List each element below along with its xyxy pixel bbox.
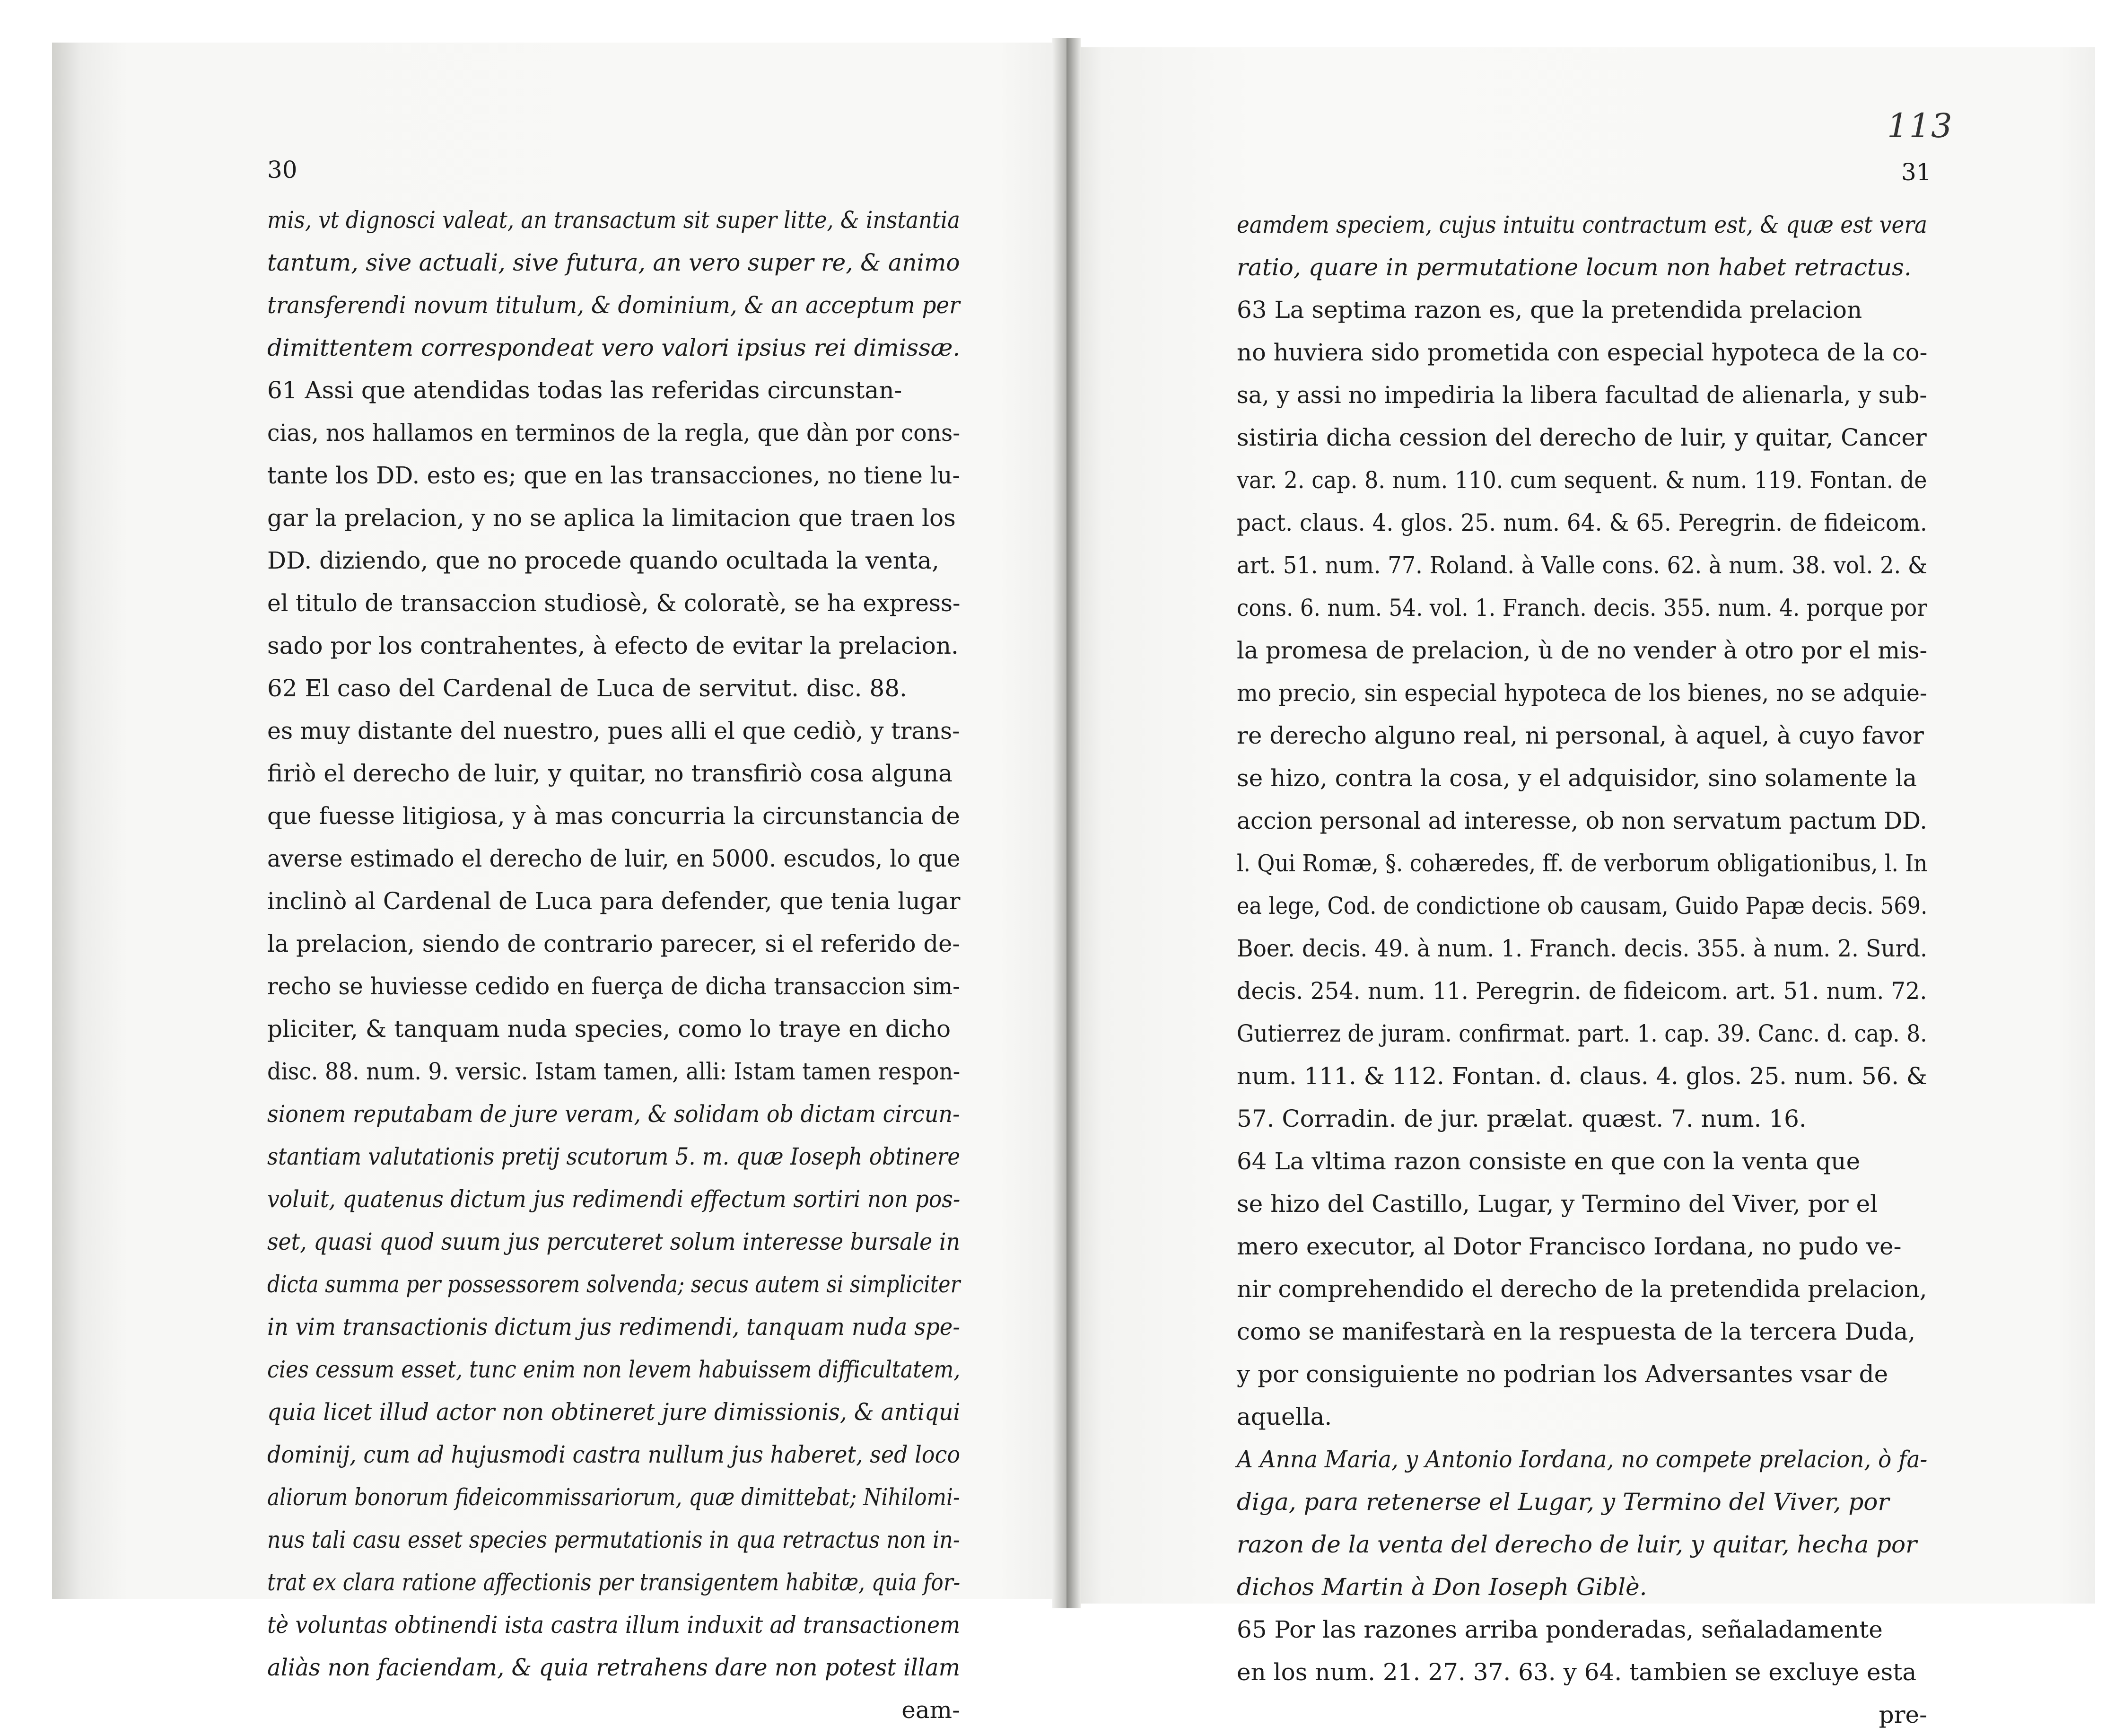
right-page-line: nir comprehendido el derecho de la pretendida prelacion,	[1237, 1275, 1927, 1303]
right-page-line: A Anna Maria, y Antonio Iordana, no compete prelacion, ò fa-	[1237, 1446, 1928, 1473]
left-page-line: gar la prelacion, y no se aplica la limitacion que traen los	[267, 504, 956, 532]
right-page-line: num. 111. & 112. Fontan. d. claus. 4. glos. 25. num. 56. &	[1237, 1062, 1927, 1090]
left-page-line: dominij, cum ad hujusmodi castra nullum jus haberet, sed loco	[267, 1441, 961, 1468]
book-gutter	[1052, 38, 1081, 1608]
left-page-line: tantum, sive actuali, sive futura, an vero super re, & animo	[267, 249, 960, 276]
left-page-line: recho se huviesse cedido en fuerça de dicha transaccion sim-	[267, 973, 961, 1000]
left-page-line: cies cessum esset, tunc enim non levem habuissem difficultatem,	[267, 1356, 961, 1383]
right-page-line: ratio, quare in permutatione locum non habet retractus.	[1237, 254, 1912, 281]
left-page-line: que fuesse litigiosa, y à mas concurria la circunstancia de	[267, 802, 960, 830]
right-page-line: re derecho alguno real, ni personal, à aquel, à cuyo favor	[1237, 722, 1924, 749]
left-page-line: dicta summa per possessorem solvenda; secus autem si simpliciter	[267, 1271, 961, 1298]
left-page-line: quia licet illud actor non obtineret jure dimissionis, & antiqui	[267, 1398, 961, 1426]
left-page-line: dimittentem correspondeat vero valori ipsius rei dimissæ.	[267, 334, 961, 361]
right-page-line: var. 2. cap. 8. num. 110. cum sequent. & num. 119. Fontan. de	[1237, 466, 1927, 494]
right-page-line: eamdem speciem, cujus intuitu contractum est, & quæ est vera	[1237, 211, 1928, 238]
right-page-line: decis. 254. num. 11. Peregrin. de fideicom. art. 51. num. 72.	[1237, 977, 1927, 1005]
right-page-text	[1237, 203, 1927, 1736]
right-page-line: 63 La septima razon es, que la pretendida prelacion	[1237, 296, 1862, 324]
left-page-line: aliorum bonorum fideicommissariorum, quæ dimittebat; Nihilomi-	[267, 1483, 960, 1511]
left-page-line: inclinò al Cardenal de Luca para defender, que tenia lugar	[267, 887, 961, 915]
right-page-line: dichos Martin à Don Ioseph Giblè.	[1237, 1573, 1647, 1601]
left-page-number: 30	[267, 156, 297, 184]
right-page-line: 65 Por las razones arriba ponderadas, señaladamente	[1237, 1616, 1883, 1643]
left-page-line: sionem reputabam de jure veram, & solidam ob dictam circun-	[267, 1100, 960, 1128]
left-page-text	[267, 199, 960, 1731]
right-page-line: no huviera sido prometida con especial hypoteca de la co-	[1237, 339, 1928, 366]
left-page-line: transferendi novum titulum, & dominium, & an acceptum per	[267, 291, 960, 319]
left-page-line: averse estimado el derecho de luir, en 5000. escudos, lo que	[267, 845, 961, 872]
right-page-line: mero executor, al Dotor Francisco Iordana, no pudo ve-	[1237, 1233, 1902, 1260]
handwritten-folio-number: 113	[1887, 106, 1953, 145]
right-page-line: cons. 6. num. 54. vol. 1. Franch. decis. 355. num. 4. porque por	[1237, 594, 1927, 622]
right-page-line: la promesa de prelacion, ù de no vender à otro por el mis-	[1237, 637, 1928, 664]
left-page-line: mis, vt dignosci valeat, an transactum sit super litte, & instantia	[267, 206, 960, 234]
left-page-line: trat ex clara ratione affectionis per transigentem habitæ, quia for-	[267, 1569, 961, 1596]
right-page-line: accion personal ad interesse, ob non servatum pactum DD.	[1237, 807, 1927, 834]
left-page-line: nus tali casu esset species permutationis in qua retractus non in-	[267, 1526, 960, 1553]
left-page-line: disc. 88. num. 9. versic. Istam tamen, alli: Istam tamen respon-	[267, 1058, 961, 1085]
right-page-line: como se manifestarà en la respuesta de la tercera Duda,	[1237, 1318, 1916, 1345]
right-page-line: 64 La vltima razon consiste en que con la venta que	[1237, 1148, 1861, 1175]
left-page-line: la prelacion, siendo de contrario parecer, si el referido de-	[267, 930, 961, 957]
right-page-catchword: pre-	[1879, 1701, 1927, 1728]
right-page-line: Gutierrez de juram. confirmat. part. 1. cap. 39. Canc. d. cap. 8.	[1237, 1020, 1927, 1047]
left-page-line: 61 Assi que atendidas todas las referidas circunstan-	[267, 377, 902, 404]
left-page-line: tante los DD. esto es; que en las transacciones, no tiene lu-	[267, 462, 961, 489]
right-page-line: sistiria dicha cession del derecho de luir, y quitar, Cancer	[1237, 424, 1927, 451]
right-page-number: 31	[1901, 158, 1931, 186]
right-page-line: art. 51. num. 77. Roland. à Valle cons. 62. à num. 38. vol. 2. &	[1237, 552, 1928, 579]
right-page-line: razon de la venta del derecho de luir, y quitar, hecha por	[1237, 1531, 1917, 1558]
right-page-line: pact. claus. 4. glos. 25. num. 64. & 65. Peregrin. de fideicom.	[1237, 509, 1927, 536]
left-page-line: 62 El caso del Cardenal de Luca de servitut. disc. 88.	[267, 675, 907, 702]
right-page-line: diga, para retenerse el Lugar, y Termino del Viver, por	[1237, 1488, 1889, 1516]
left-page-line: aliàs non faciendam, & quia retrahens dare non potest illam	[267, 1654, 961, 1681]
left-page-line: el titulo de transaccion studiosè, & coloratè, se ha express-	[267, 589, 961, 617]
right-page-line: l. Qui Romæ, §. cohæredes, ff. de verborum obligationibus, l. In	[1237, 850, 1928, 877]
right-page-line: aquella.	[1237, 1403, 1332, 1430]
right-page-line: 57. Corradin. de jur. prælat. quæst. 7. num. 16.	[1237, 1105, 1807, 1132]
left-page-line: firiò el derecho de luir, y quitar, no transfiriò cosa alguna	[267, 760, 953, 787]
left-page-line: cias, nos hallamos en terminos de la regla, que dàn por cons-	[267, 419, 961, 447]
right-page-line: mo precio, sin especial hypoteca de los bienes, no se adquie-	[1237, 679, 1927, 707]
left-page-catchword: eam-	[901, 1696, 960, 1724]
right-page-line: sa, y assi no impediria la libera facultad de alienarla, y sub-	[1237, 381, 1927, 409]
right-page-line: se hizo, contra la cosa, y el adquisidor, sino solamente la	[1237, 764, 1917, 792]
right-page-line: Boer. decis. 49. à num. 1. Franch. decis. 355. à num. 2. Surd.	[1237, 935, 1928, 962]
left-page-line: in vim transactionis dictum jus redimendi, tanquam nuda spe-	[267, 1313, 961, 1341]
right-page-line: ea lege, Cod. de condictione ob causam, Guido Papæ decis. 569.	[1237, 892, 1928, 920]
right-page-line: en los num. 21. 27. 37. 63. y 64. tambien se excluye esta	[1237, 1658, 1917, 1686]
left-page-line: voluit, quatenus dictum jus redimendi effectum sortiri non pos-	[267, 1185, 961, 1213]
left-page-line: stantiam valutationis pretij scutorum 5. m. quæ Ioseph obtinere	[267, 1143, 961, 1170]
right-page-line: y por consiguiente no podrian los Adversantes vsar de	[1237, 1360, 1888, 1388]
left-page-line: tè voluntas obtinendi ista castra illum induxit ad transactionem	[267, 1611, 961, 1639]
left-page-line: pliciter, & tanquam nuda species, como lo traye en dicho	[267, 1015, 951, 1043]
left-page-line: DD. diziendo, que no procede quando ocultada la venta,	[267, 547, 939, 574]
right-page-line: se hizo del Castillo, Lugar, y Termino del Viver, por el	[1237, 1190, 1878, 1218]
left-page-line: es muy distante del nuestro, pues alli el que cediò, y trans-	[267, 717, 960, 745]
left-page-line: set, quasi quod suum jus percuteret solum interesse bursale in	[267, 1228, 961, 1255]
left-page-line: sado por los contrahentes, à efecto de evitar la prelacion.	[267, 632, 959, 659]
